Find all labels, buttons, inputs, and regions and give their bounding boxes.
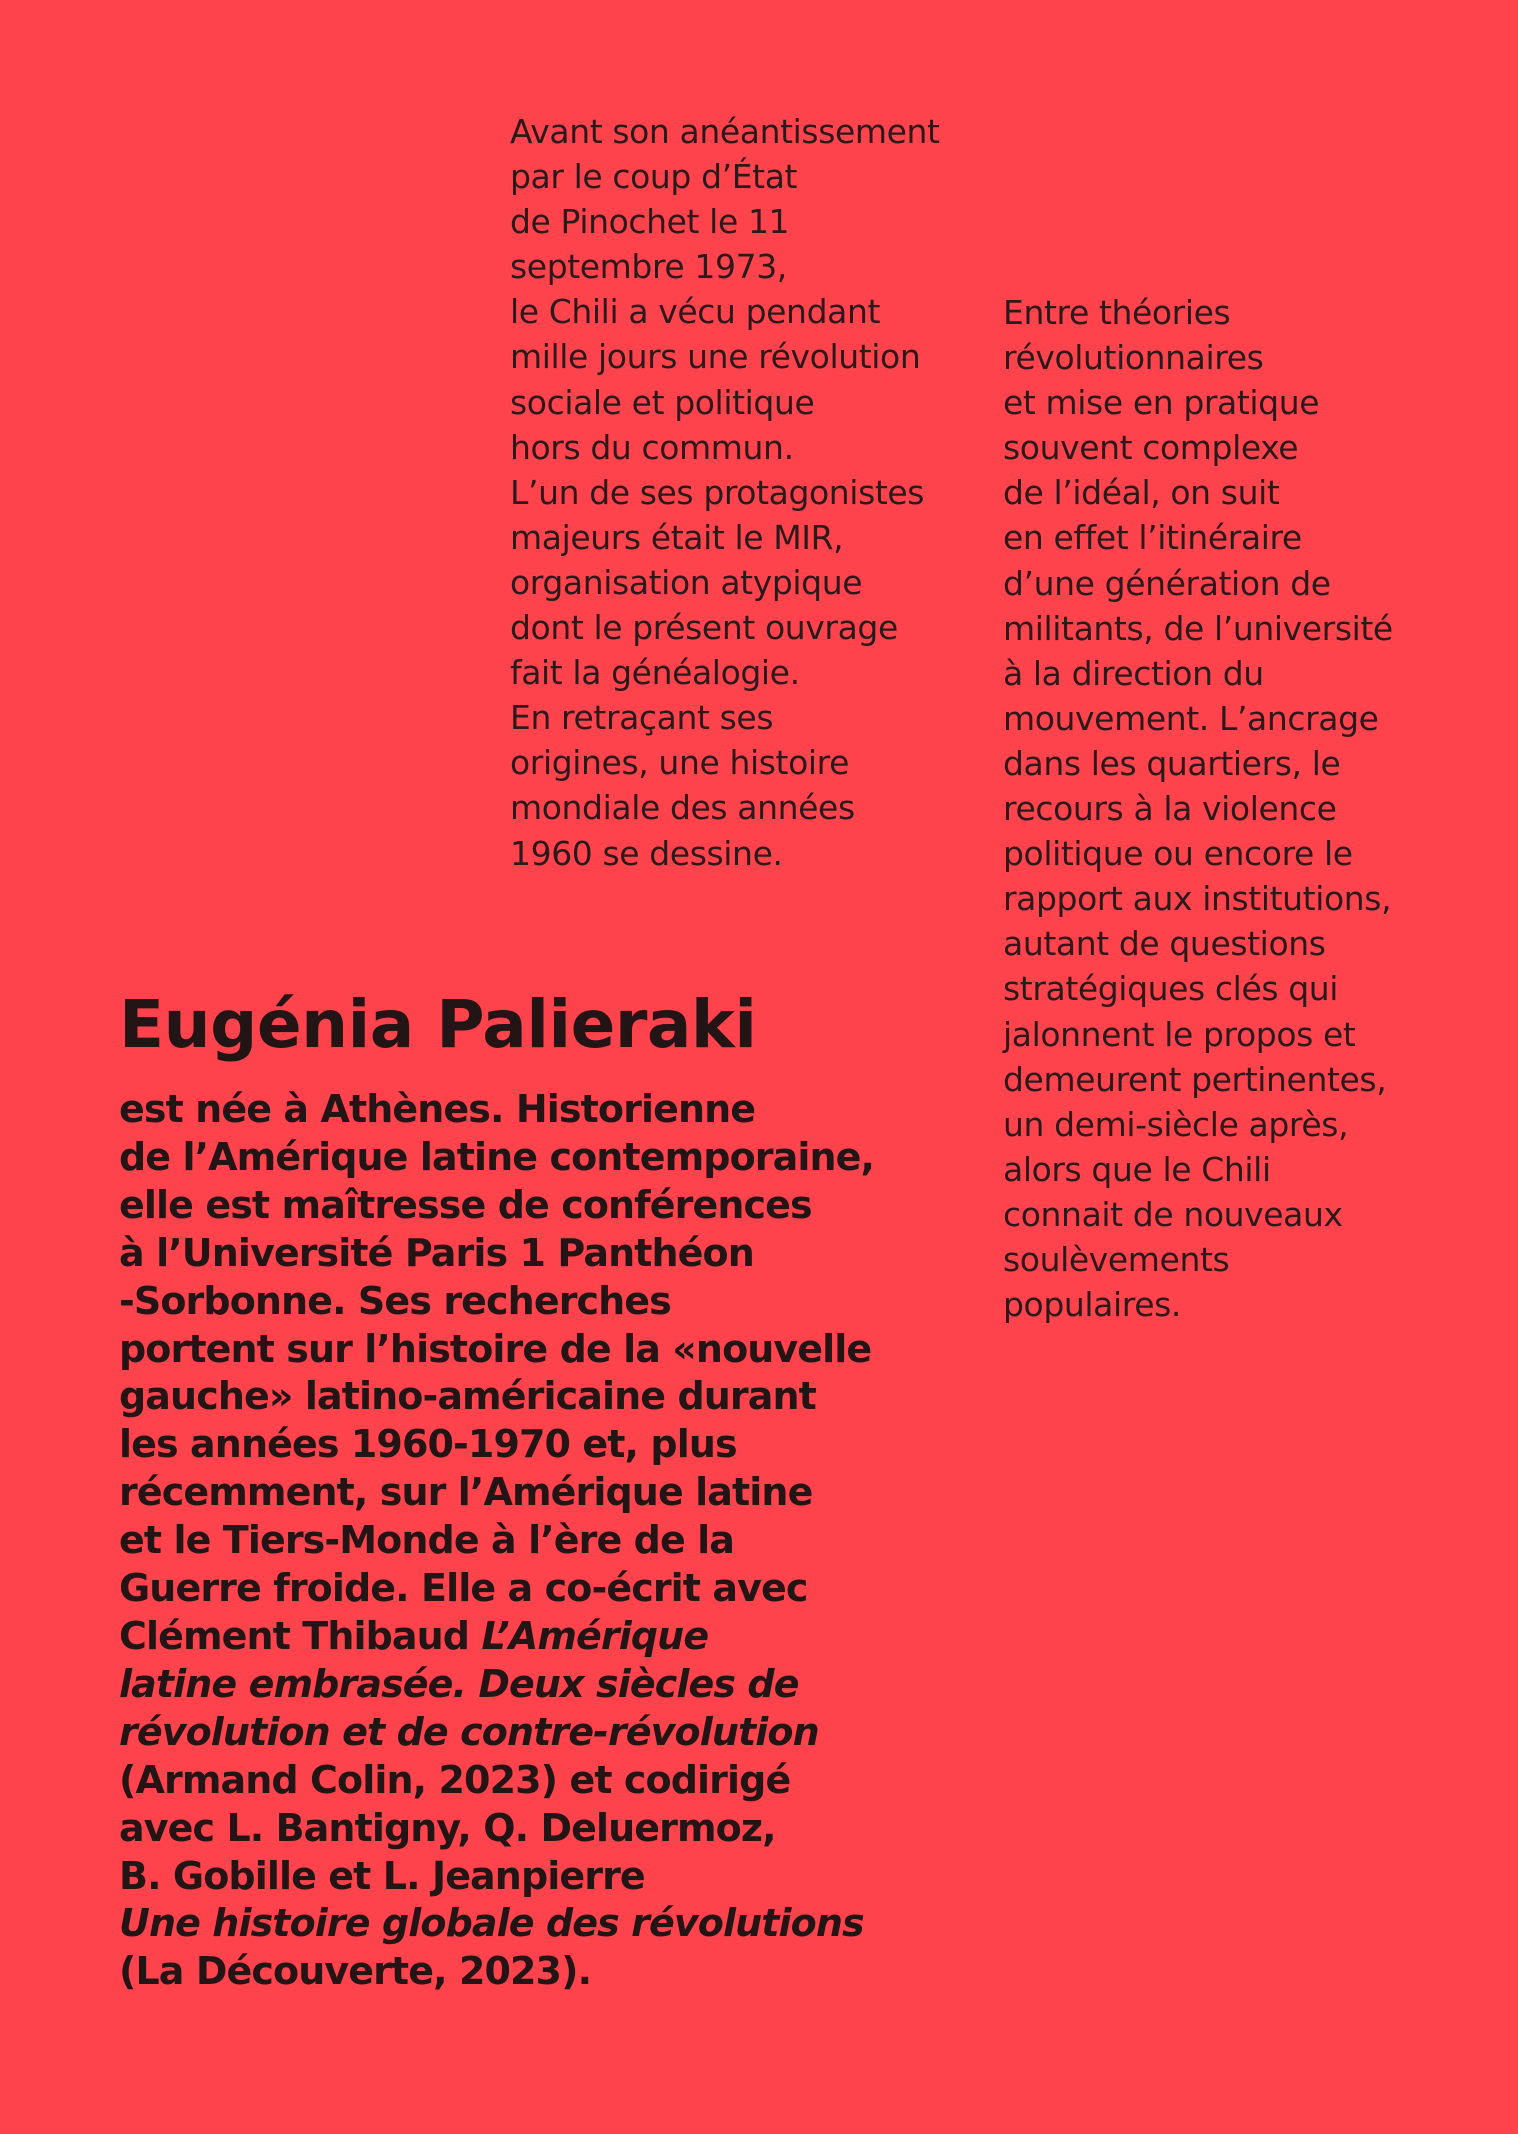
bio-line: (Armand Colin, 2023) et codirigé — [119, 1757, 791, 1802]
text-line: stratégiques clés qui — [1003, 969, 1339, 1009]
text-line: septembre 1973, — [510, 247, 787, 287]
bio-line: avec L. Bantigny, Q. Deluermoz, — [119, 1805, 776, 1850]
text-line: à la direction du — [1003, 653, 1264, 693]
bio-line: à l’Université Paris 1 Panthéon — [119, 1230, 754, 1275]
text-line: Entre théories — [1003, 293, 1231, 332]
text-line: militants, de l’université — [1003, 608, 1393, 648]
bio-line: elle est maîtresse de conférences — [119, 1182, 812, 1227]
text-line: un demi-siècle après, — [1003, 1104, 1349, 1144]
bio-line: et le Tiers-Monde à l’ère de la — [119, 1518, 735, 1563]
text-line: mille jours une révolution — [510, 337, 921, 377]
author-bio — [119, 1086, 999, 1996]
text-line: majeurs était le MIR, — [510, 517, 844, 557]
text-line: origines, une histoire — [510, 743, 849, 783]
bio-line — [119, 1613, 999, 1661]
text-line: soulèvements — [1003, 1239, 1230, 1279]
text-line: L’un de ses protagonistes — [510, 472, 925, 512]
text-line: dans les quartiers, le — [1003, 743, 1341, 783]
book-title: L’Amérique — [481, 1613, 709, 1658]
text-line: demeurent pertinentes, — [1003, 1059, 1387, 1099]
bio-line: (La Découverte, 2023). — [119, 1949, 592, 1994]
book-title: Une histoire globale des révolutions — [119, 1901, 864, 1946]
text-line: sociale et politique — [510, 382, 815, 422]
text-line: rapport aux institutions, — [1003, 879, 1392, 919]
bio-line: de l’Amérique latine contemporaine, — [119, 1134, 875, 1179]
text-line: le Chili a vécu pendant — [510, 292, 880, 332]
text-line: Avant son anéantissement — [510, 112, 940, 151]
bio-line: les années 1960-1970 et, plus — [119, 1422, 737, 1467]
bio-line: est née à Athènes. Historienne — [119, 1087, 756, 1131]
bio-text: Clément Thibaud — [119, 1613, 482, 1658]
book-title: latine embrasée. Deux siècles de — [119, 1661, 799, 1706]
text-line: de Pinochet le 11 — [510, 202, 790, 242]
author-name: Eugénia Palieraki — [119, 986, 757, 1063]
text-line: mouvement. L’ancrage — [1003, 698, 1379, 738]
text-line: recours à la violence — [1003, 789, 1337, 829]
bio-line: gauche» latino-américaine durant — [119, 1374, 816, 1419]
bio-line: portent sur l’histoire de la «nouvelle — [119, 1326, 872, 1371]
text-line: alors que le Chili — [1003, 1149, 1271, 1189]
text-line: révolutionnaires — [1003, 338, 1264, 378]
text-line: fait la généalogie. — [510, 653, 800, 693]
bio-line: B. Gobille et L. Jeanpierre — [119, 1853, 645, 1898]
right-text-column — [1003, 290, 1473, 1327]
text-line: hors du commun. — [510, 427, 794, 467]
bio-line: récemment, sur l’Amérique latine — [119, 1470, 813, 1515]
text-line: populaires. — [1003, 1285, 1181, 1325]
text-line: et mise en pratique — [1003, 383, 1320, 423]
text-line: dont le présent ouvrage — [510, 608, 898, 648]
text-line: souvent complexe — [1003, 428, 1299, 468]
bio-line: -Sorbonne. Ses recherches — [119, 1278, 671, 1323]
text-line: mondiale des années — [510, 788, 855, 828]
text-line: d’une génération de — [1003, 563, 1331, 603]
text-line: 1960 se dessine. — [510, 833, 783, 873]
text-line: en effet l’itinéraire — [1003, 518, 1302, 558]
text-line: En retraçant ses — [510, 698, 774, 738]
text-line: connait de nouveaux — [1003, 1194, 1343, 1234]
text-line: de l’idéal, on suit — [1003, 473, 1280, 513]
book-title: révolution et de contre-révolution — [119, 1709, 819, 1754]
text-line: jalonnent le propos et — [1003, 1014, 1356, 1054]
text-line: autant de questions — [1003, 924, 1326, 964]
left-text-column — [510, 109, 980, 876]
text-line: par le coup d’État — [510, 157, 798, 197]
text-line: organisation atypique — [510, 562, 863, 602]
text-line: politique ou encore le — [1003, 834, 1353, 874]
bio-line: Guerre froide. Elle a co-écrit avec — [119, 1566, 808, 1611]
